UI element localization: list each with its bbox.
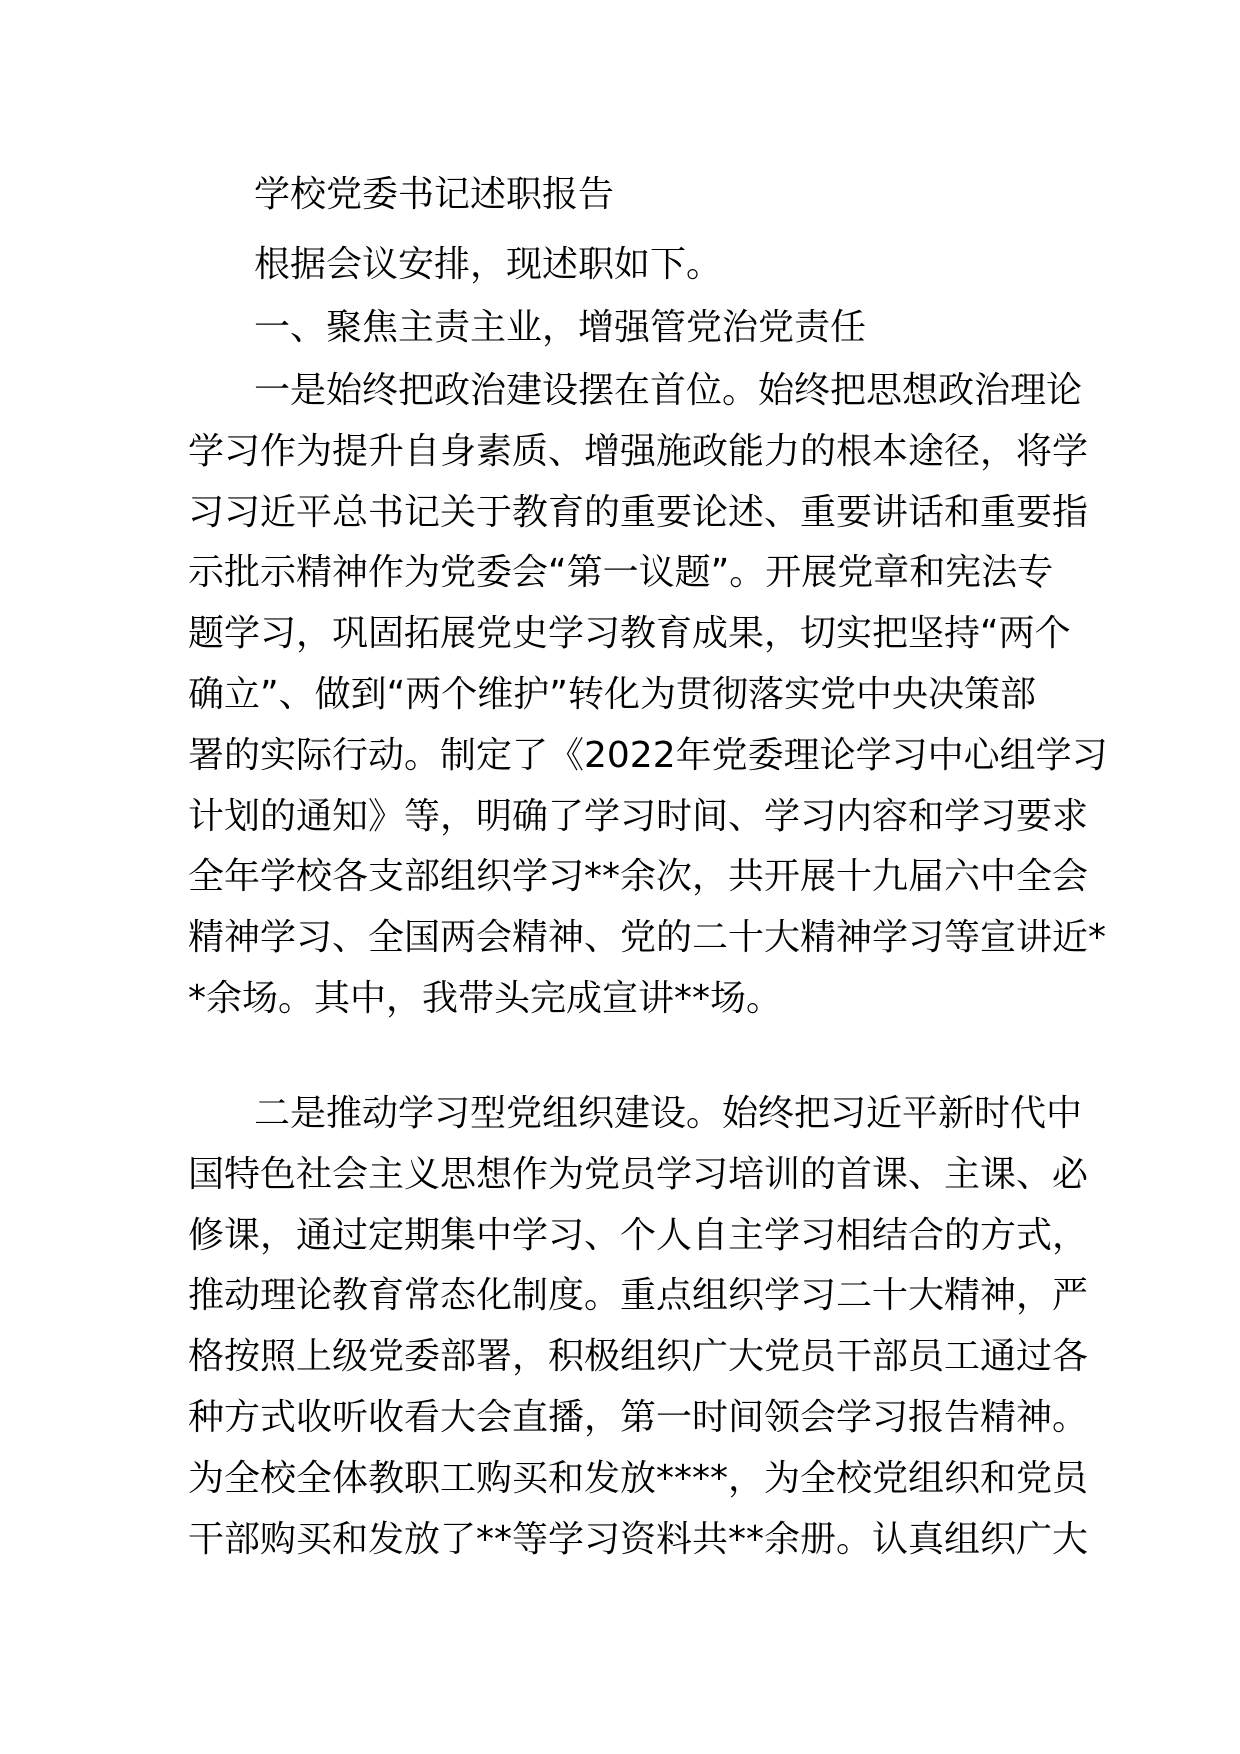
section-heading (188, 298, 1052, 359)
paragraph-line: 计划的通知》等，明确了学习时间、学习内容和学习要求 (188, 795, 1089, 837)
intro-paragraph (188, 235, 1052, 296)
paragraph-learning-organization (188, 1084, 1089, 1570)
paragraph-line: 题学习，巩固拓展党史学习教育成果，切实把坚持“两个 (188, 613, 1071, 655)
paragraph-line: *余场。其中，我带头完成宣讲**场。 (188, 977, 783, 1019)
title-line: 学校党委书记述职报告 (254, 174, 615, 215)
paragraph-line: 习习近平总书记关于教育的重要论述、重要讲话和重要指 (188, 491, 1089, 533)
paragraph-line: 学习作为提升自身素质、增强施政能力的根本途径，将学 (188, 430, 1089, 472)
paragraph-line: 推动理论教育常态化制度。重点组织学习二十大精神，严 (188, 1275, 1089, 1317)
paragraph-line: 种方式收听收看大会直播，第一时间领会学习报告精神。 (188, 1396, 1089, 1438)
paragraph-line: 格按照上级党委部署，积极组织广大党员干部员工通过各 (188, 1336, 1089, 1378)
paragraph-line: 署的实际行动。制定了《2022年党委理论学习中心组学习 (188, 734, 1108, 776)
document-title (188, 165, 1052, 226)
paragraph-line: 一是始终把政治建设摆在首位。始终把思想政治理论 (254, 370, 1083, 411)
paragraph-line: 精神学习、全国两会精神、党的二十大精神学习等宣讲近* (188, 917, 1107, 959)
paragraph-line: 示批示精神作为党委会“第一议题”。开展党章和宪法专 (188, 552, 1054, 594)
paragraph-line: 为全校全体教职工购买和发放****，为全校党组织和党员 (188, 1457, 1089, 1499)
section-heading-line: 一、聚焦主责主业，增强管党治党责任 (254, 307, 867, 348)
paragraph-line: 全年学校各支部组织学习**余次，共开展十九届六中全会 (188, 856, 1089, 898)
intro-line: 根据会议安排，现述职如下。 (254, 244, 723, 285)
paragraph-line: 修课，通过定期集中学习、个人自主学习相结合的方式， (188, 1214, 1089, 1256)
paragraph-line: 二是推动学习型党组织建设。始终把习近平新时代中 (254, 1093, 1083, 1134)
paragraph-line: 干部购买和发放了**等学习资料共**余册。认真组织广大 (188, 1518, 1089, 1560)
paragraph-line: 确立”、做到“两个维护”转化为贯彻落实党中央决策部 (188, 673, 1036, 715)
paragraph-line: 国特色社会主义思想作为党员学习培训的首课、主课、必 (188, 1153, 1089, 1195)
paragraph-political-building (188, 361, 1108, 1030)
